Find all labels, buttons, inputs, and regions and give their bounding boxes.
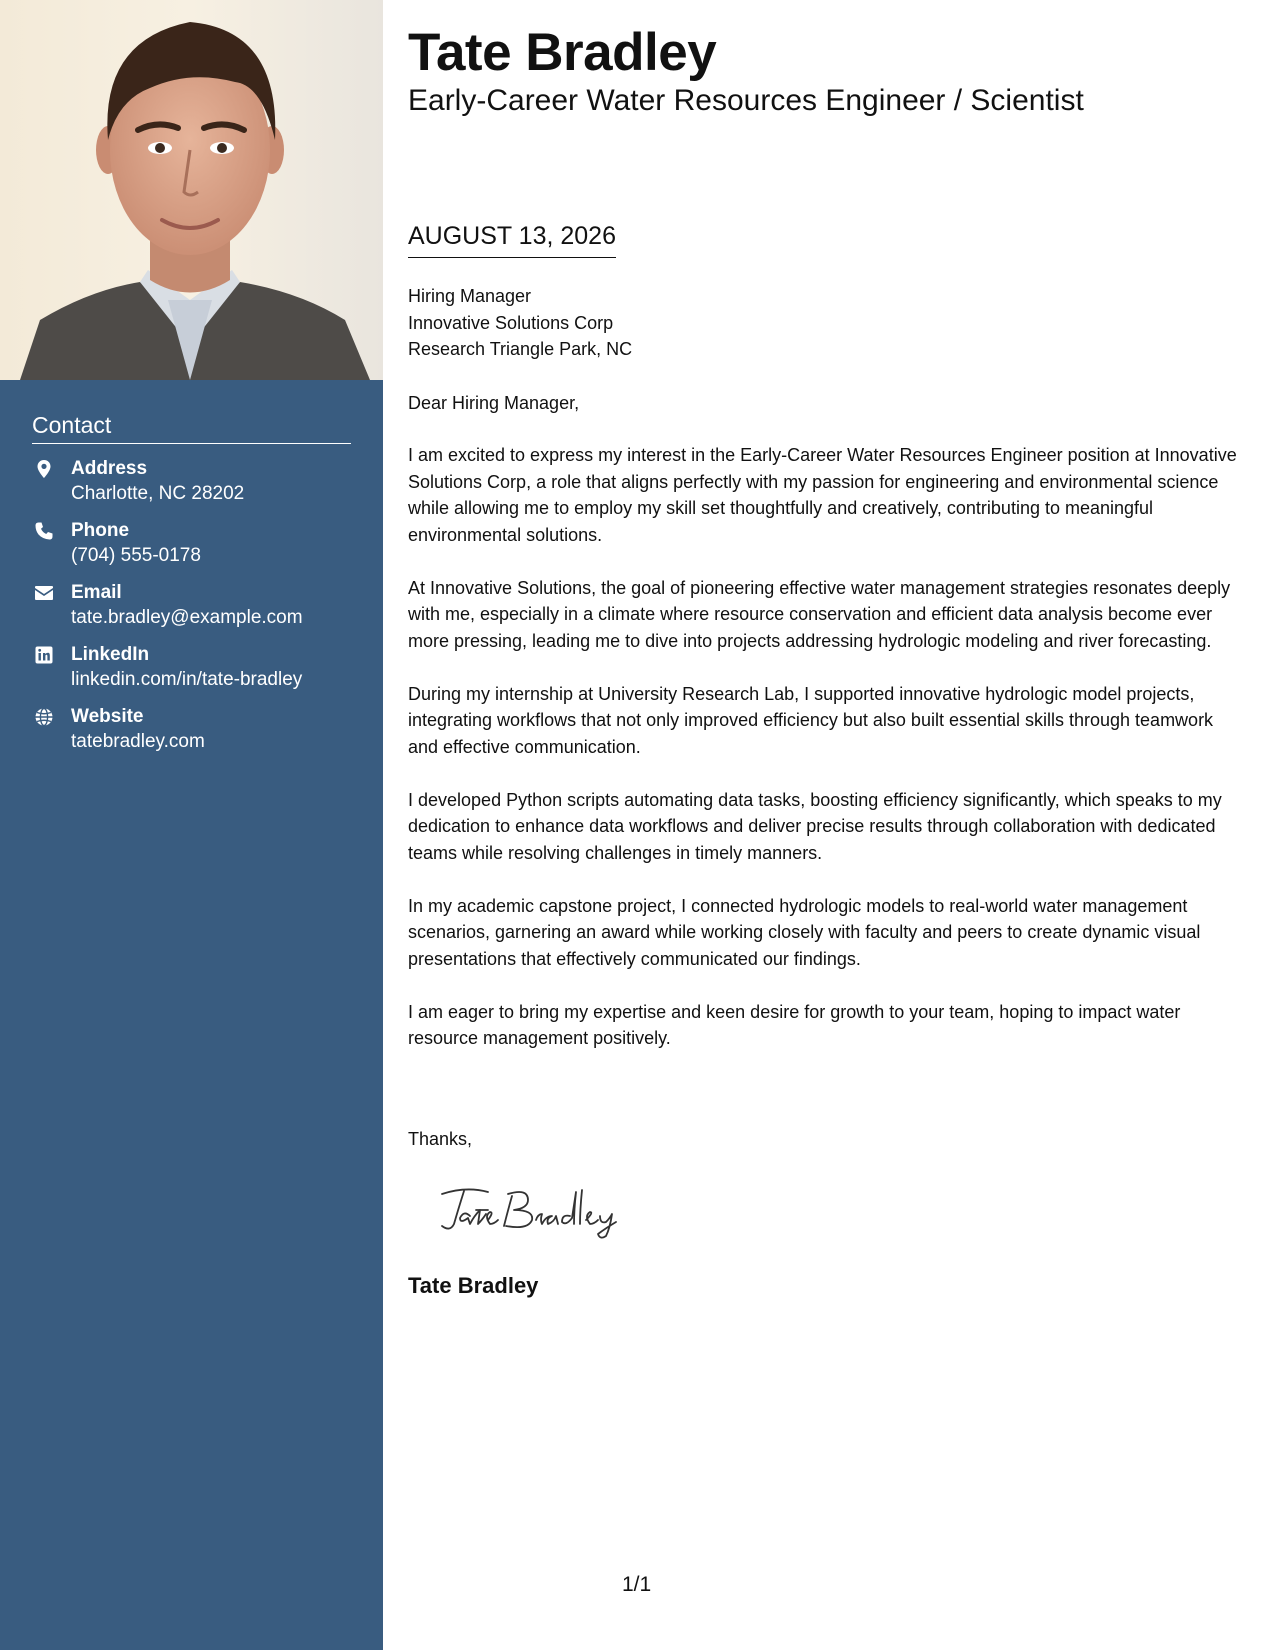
profile-photo <box>0 0 383 380</box>
email-value[interactable]: tate.bradley@example.com <box>71 607 303 628</box>
linkedin-value[interactable]: linkedin.com/in/tate-bradley <box>71 669 303 690</box>
recipient-line: Research Triangle Park, NC <box>408 339 633 359</box>
page-number: 1/1 <box>622 1573 652 1596</box>
contact-label: Email <box>71 582 122 603</box>
contact-item-phone <box>32 519 351 568</box>
recipient-line: Innovative Solutions Corp <box>408 312 614 333</box>
handwritten-signature <box>436 1180 646 1240</box>
contact-label: Phone <box>71 520 130 541</box>
job-title: Early-Career Water Resources Engineer / Scientist <box>408 84 1084 117</box>
contact-label: Website <box>71 706 144 727</box>
body-paragraph: During my internship at University Research Lab, I supported innovative hydrologic model projects, integrating workflows that not only improved efficiency but also built essential skills through teamwork and effective communication. <box>408 683 1214 757</box>
body-paragraph: In my academic capstone project, I connected hydrologic models to real-world water management scenarios, garnering an award while working closely with faculty and peers to create dynamic visual presentations that effectively communicated our findings. <box>408 895 1201 969</box>
contact-item-linkedin <box>32 643 351 692</box>
signed-name: Tate Bradley <box>408 1273 539 1298</box>
contact-item-website <box>32 705 351 754</box>
contact-section <box>32 412 351 754</box>
contact-item-email <box>32 581 351 630</box>
website-value[interactable]: tatebradley.com <box>71 731 205 752</box>
contact-item-address <box>32 457 351 506</box>
envelope-icon <box>34 583 54 603</box>
greeting: Dear Hiring Manager, <box>408 393 580 413</box>
sidebar <box>0 0 383 1650</box>
contact-label: Address <box>71 458 148 479</box>
contact-heading: Contact <box>32 412 351 444</box>
body-paragraph: I am eager to bring my expertise and keen desire for growth to your team, hoping to impact water resource management positively. <box>408 1001 1181 1048</box>
phone-icon <box>34 521 54 541</box>
address-value: Charlotte, NC 28202 <box>71 483 245 504</box>
letter-date: AUGUST 13, 2026 <box>408 222 616 258</box>
phone-value[interactable]: (704) 555-0178 <box>71 545 201 566</box>
letter-body <box>408 442 1243 1078</box>
globe-icon <box>34 707 54 727</box>
recipient-line: Hiring Manager <box>408 286 532 306</box>
closing: Thanks, <box>408 1129 473 1149</box>
body-paragraph: I developed Python scripts automating data tasks, boosting efficiency significantly, which speaks to my dedication to enhance data workflows and deliver precise results through collaboration with dedicated teams while resolving challenges in timely manners. <box>408 789 1222 863</box>
applicant-name: Tate Bradley <box>408 23 717 82</box>
linkedin-icon <box>34 645 54 665</box>
contact-label: LinkedIn <box>71 644 150 665</box>
map-pin-icon <box>34 459 54 479</box>
recipient-block <box>408 283 632 363</box>
body-paragraph: At Innovative Solutions, the goal of pioneering effective water management strategies resonates deeply with me, especially in a climate where resource conservation and efficient data analysis become ever more pressing, leading me to dive into projects addressing hydrologic modeling and river forecasting. <box>408 577 1231 651</box>
body-paragraph: I am excited to express my interest in the Early-Career Water Resources Engineer position at Innovative Solutions Corp, a role that aligns perfectly with my passion for engineering and environmental science while allowing me to employ my skill set thoughtfully and creatively, contributing to meaningful environmental solutions. <box>408 445 1237 545</box>
